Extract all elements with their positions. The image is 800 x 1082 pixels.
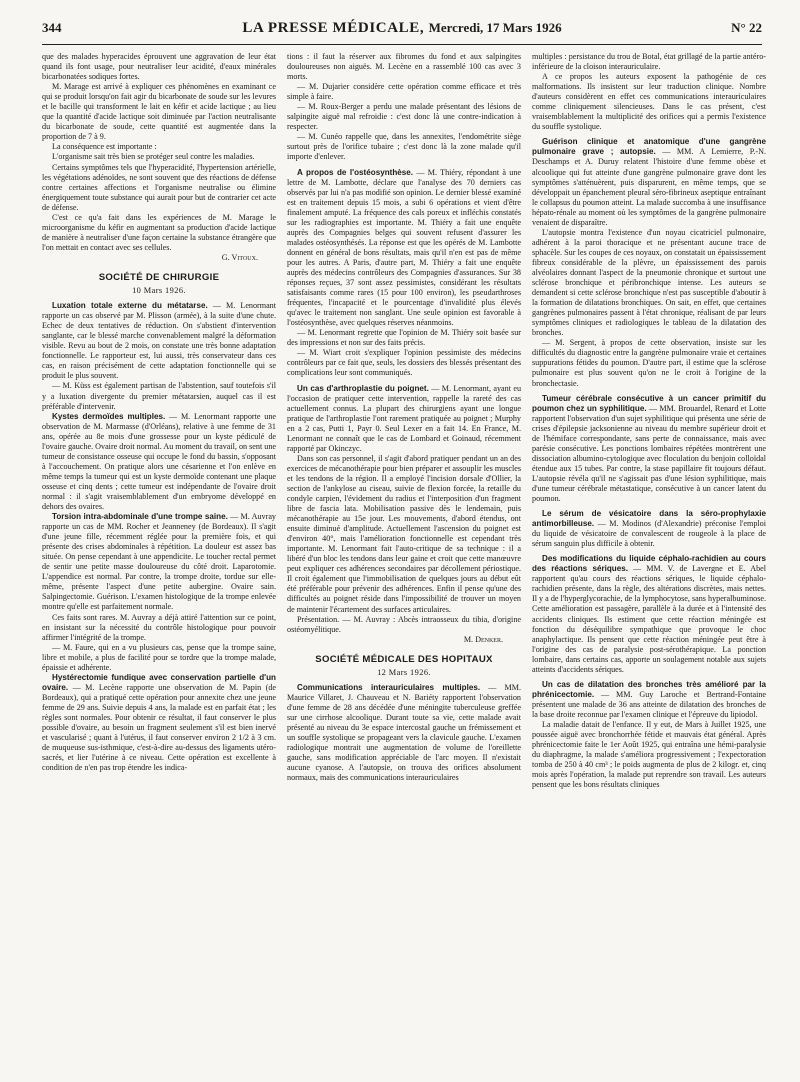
article-heading: Luxation totale externe du métatarse. xyxy=(52,301,208,311)
article-heading: Communications interauriculaires multiples. xyxy=(297,682,481,692)
article-text: — MM. V. de Lavergne et E. Abel rapportent qu'au cours des réactions sériques, le liquide céphalo-rachidien présente, dans la règle, des altérations discrètes, mais nettes. Il y a de l'hyperglycorachie, de la lymphocytose, sans hyperalbuminose. Cette amélioration est passagère, parallèle à la durée et à l'intensité des accidents cliniques. Ils estiment que cette réaction méningée est fonction du déséquilibre sympathique que provoque le choc anaphylactique. Ils pensent que cette réaction méningée peut être à l'origine des cas de paralysie post-sérothérapique. La ponction lombaire, dans certains cas, apporte un soulagement notable aux sujets atteints d'accidents sériques. xyxy=(532,564,766,674)
journal-name: LA PRESSE MÉDICALE, xyxy=(242,20,425,36)
article-heading: Guérison clinique et anatomique d'une gangrène pulmonaire grave ; autopsie. xyxy=(532,137,766,157)
section-date: 10 Mars 1926. xyxy=(132,286,186,296)
article-heading: Torsion intra-abdominale d'une trompe saine. xyxy=(52,512,228,522)
paragraph: — M. Wiart croit s'expliquer l'opinion pessimiste des médecins contrôleurs par ce fait que, seuls, les dossiers des blessés présentant des complications leur sont communiqués. xyxy=(287,348,521,378)
paragraph: A ce propos les auteurs exposent la pathogénie de ces malformations. Ils insistent sur leur traduction clinique. Nombre d'auteurs considèrent en effet ces communications interauriculaires comme cliniquement silencieuses. Dans le cas présent, c'est vraisemblablement la multiplicité des orifices qui a permis l'existence du souffle systolique. xyxy=(532,72,766,132)
paragraph: L'autopsie montra l'existence d'un noyau cicatriciel pulmonaire, adhérent à la paroi thoracique et ne présentant aucune trace de sphacèle. Sur les coupes de ces noyaux, on constatait un épaississement fibreux considérable de la plèvre, un épaississement des parois alvéolaires donnant l'aspect de la pneumonie chronique et surtout une sclérose bronchique et péribronchique intense. Les auteurs se demandent si cette sclérose bronchique n'est pas susceptible d'aboutir à la formation de dilatations bronchiques. On sait, en effet, que certaines gangrènes pulmonaires passent à l'état chronique, réalisant de par leurs symptômes cliniques et radiologiques le tableau de la dilatation des bronches. xyxy=(532,227,766,338)
paragraph: La maladie datait de l'enfance. Il y eut, de Mars à Juillet 1925, une poussée aiguë avec bronchorrhée fétide et mauvais état général. Après phrénicectomie faite le 1er Août 1925, qui entraîna une hémi-paralysie du diaphragme, la malade s'améliora progressivement ; l'expectoration tomba de 250 à 40 cm³ ; le poids augmenta de plus de 2 kilogr. et, cinq mois après l'opération, la malade put reprendre son travail. Les auteurs pensent que les bons résultats cliniques xyxy=(532,720,766,790)
article-text: — M. Thiéry, répondant à une lettre de M. Lambotte, déclare que l'analyse des 70 derniers cas observés par lui n'a pas modifié son opinion. Le dernier blessé examiné est en traitement depuis 15 mois, a subi 6 opérations et vient d'être finalement amputé. La fréquence des cals poreux et infléchis constatés sur les radiographies est importante. M. Thiéry a fait une enquête auprès des Compagnies belges qui souvent refusent d'assurer les malades ostéosynthésés. La réponse est que les opérés de M. Lambotte donnent en général de bons résultats, mais qu'il n'en est pas de même pour les autres. A Paris, d'autre part, M. Thiéry a fait une enquête auprès des médecins contrôleurs des Compagnies d'assurances. Sur 38 réponses reçues, 37 sont assez pessimistes, considérant les résultats satisfaisants comme rares (15 pour 100 environ), les pseudarthroses fréquentes, l'incapacité et le pourcentage d'invalidité plus élevés qu'avec le traitement non sanglant. Une seule opinion est favorable à l'ostéosynthèse, avec quelques réserves néanmoins. xyxy=(287,167,521,328)
article-text: — M. Lenormant rapporte une observation de M. Marmasse (d'Orléans), relative à une femme de 31 ans, opérée au 8e mois d'une grossesse pour un kyste pédiculé de l'ovaire gauche. Ovaire droit normal. Au moment du travail, on sent une tumeur de consistance osseuse qui occupe le fond du bassin, s'opposant à l'accouchement. On pratique alors une césarienne et l'on enlève en même temps la tumeur qui est un kyste dermoïde contenant une plaque osseuse et cinq dents ; cette tumeur est indépendante de l'ovaire droit normal : il s'agit vraisemblablement d'un embryome développé en dehors des ovaires. xyxy=(42,411,276,512)
article-text: — MM. Maurice Villaret, J. Chauveau et N. Bariéty rapportent l'observation d'une femme de 28 ans décédée d'une méningite tuberculeuse greffée sur une cirrhose alcoolique. Durant toute sa vie, cette malade avait présenté au niveau du 3e espace intercostal gauche un frémissement et un souffle systolique se propageant vers la clavicule gauche. L'examen radiologique montrait une augmentation de volume de l'oreillette gauche, sans modification appréciable de l'arc moyen. Il n'existait aucune cyanose. A l'autopsie, on trouva des orifices absolument normaux, mais des communications interauriculaires xyxy=(287,682,521,783)
article-text: — M. Lenormant rapporte un cas observé par M. Plisson (armée), à la suite d'une chute. Echec de deux tentatives de réduction. On s'abstient d'intervention sanglante, car le blessé marche convenablement malgré la déformation visible. Revu au bout de 2 mois, on constate une très bonne adaptation fonctionnelle. Le rapporteur est, lui aussi, très conservateur dans ces cas, en raison précisément de cette adaptation fonctionnelle qui se produit le plus souvent. xyxy=(42,301,276,381)
column-2 xyxy=(287,52,521,1077)
author-signature: M. Denker. xyxy=(463,634,503,644)
paragraph: L'organisme sait très bien se protéger seul contre les maladies. xyxy=(52,152,255,162)
paragraph: Dans son cas personnel, il s'agit d'abord pratiquer pendant un an des exercices de mécanothérapie pour bien préparer et assouplir les muscles et les tendons de la région. Il a employé l'incision dorsale d'Ollier, la section de l'ankylose au ciseau, suivie de flexion forcée, la retaille du condyle carpien, l'évidement du radius et l'interposition d'un fragment libre de fascia lata. Mobilisation passive dès le lendemain, puis mécanothérapie au 15e jour. Les mouvements, d'abord étendus, ont ensuite diminué d'amplitude. Actuellement l'ascension du poignet est d'environ 40°, mais l'amélioration fonctionnelle est cependant très importante. M. Lenormant fait l'auto-critique de sa technique : il a libéré d'un bloc les tendons dans leur gaine et croit que cette manœuvre peut expliquer ces adhérences secondaires par décollement périostique. Il croit également que l'immobilisation de quelques jours au début eût été préférable pour prévenir des adhérences. Enfin il pense qu'une des difficultés au poignet réside dans l'impossibilité de trouver un moyen de maintenir l'écartement des surfaces articulaires. xyxy=(287,453,521,614)
paragraph: — M. Lenormant regrette que l'opinion de M. Thiéry soit basée sur des impressions et non sur des faits précis. xyxy=(287,328,521,348)
author-signature: G. Vitoux. xyxy=(221,252,258,262)
paragraph: Ces faits sont rares. M. Auvray a déjà attiré l'attention sur ce point, en insistant sur la nécessité du contrôle histologique pour pouvoir affirmer l'intégrité de la trompe. xyxy=(42,612,276,642)
section-date: 12 Mars 1926. xyxy=(377,667,431,677)
paragraph: multiples : persistance du trou de Botal, état grillagé de la partie antéro-inférieure de la cloison interauriculaire. xyxy=(532,52,766,72)
paragraph: — M. Faure, qui en a vu plusieurs cas, pense que la trompe saine, libre et mobile, a plus de facilité pour se tordre que la trompe malade, épaissie et adhérente. xyxy=(42,642,276,672)
article-heading: A propos de l'ostéosynthèse. xyxy=(297,167,414,177)
column-1 xyxy=(42,52,276,1077)
article-text: — MM. A Lemierre, P.-N. Deschamps et A. Duruy relatent l'histoire d'une femme obèse et alcoolique qui fut atteinte d'une gangrène pulmonaire grave dont les symptômes s'atténuèrent, puis disparurent, en même temps, que se développait un épanchement pleural séro-fibrineux aseptique entraînant le collapsus du poumon atteint. La malade succomba à une insuffisance hépato-rénale au moment où les symptômes de la gangrène pulmonaire venaient de disparaître. xyxy=(532,147,766,227)
paragraph: — M. Dujarier considère cette opération comme efficace et très simple à faire. xyxy=(287,82,521,102)
section-heading: SOCIÉTÉ MÉDICALE DES HOPITAUX xyxy=(315,653,493,665)
article-text: — M. Auvray rapporte un cas de MM. Rocher et Jeanneney (de Bordeaux). Il s'agit d'une jeune fille, récemment réglée pour la première fois, et qui présente des crises abdominales à répétition. La douleur est assez bas située. On pense cependant à une appendicite. Le toucher rectal permet de sentir une petite masse douloureuse du côté droit. Laparotomie. L'appendice est normal. Par contre, la trompe droite, tordue sur elle-même, présente l'aspect d'une petite aubergine. Ovaire sain. Salpingectomie. Guérison. L'examen histologique de la trompe enlevée montre qu'elle est parfaitement normale. xyxy=(42,512,276,612)
article-text: — M. Modinos (d'Alexandrie) préconise l'emploi du liquide de vésicatoire de convalescent de rougeole à la place de sérum sanguin plus difficile à obtenir. xyxy=(532,519,766,549)
paragraph: — M. Roux-Berger a perdu une malade présentant des lésions de salpingite aiguë mal refroidie : c'est donc là une contre-indication à respecter. xyxy=(287,102,521,132)
article-text: — M. Lenormant, ayant eu l'occasion de pratiquer cette intervention, rappelle la rareté des cas actuellement connus. La plupart des chirurgiens ayant une longue pratique de l'arthroplastie l'ont rarement pratiquée au poignet ; Murphy en a 2 cas, Putti 1, Payr 0. Seul Lexer en a fait 14. En France, M. Lenormant ne connaît que le cas de Lombard et Goinaud, récemment rapporté par Okinczyc. xyxy=(287,383,521,453)
paragraph: Présentation. — M. Auvray : Abcès intraosseux du tibia, d'origine ostéomyélitique. xyxy=(287,614,521,634)
section-heading: SOCIÉTÉ DE CHIRURGIE xyxy=(98,271,220,283)
article-text: — MM. Brouardel, Renard et Lotte rapportent l'observation d'un sujet syphilitique qui présenta une série de crises d'épilepsie jacksonienne au niveau du membre supérieur droit et de l'hémiface correspondante, sans perte de connaissance, mais avec parésie consécutive. Les ponctions lombaires répétées montrèrent une dissociation albumino-cytologique avec floculation du benjoin colloïdal étendue aux 15 tubes. Par contre, la stase papillaire fit toujours défaut. L'autopsie révéla qu'il ne s'agissait pas d'une lésion syphilitique, mais d'une tumeur cérébrale métastatique, consécutive à un cancer latent du poumon. xyxy=(532,403,766,504)
article-heading: Un cas d'arthroplastie du poignet. xyxy=(297,383,429,393)
paragraph: — M. Cunéo rappelle que, dans les annexites, l'endométrite siège surtout près de l'orifice tubaire ; c'est donc là la zone malade qu'il importe d'enlever. xyxy=(287,132,521,162)
paragraph: — M. Sergent, à propos de cette observation, insiste sur les difficultés du diagnostic entre la gangrène pulmonaire vraie et certaines suppurations fétides du poumon. D'autre part, il estime que la sclérose pulmonaire est plus souvent qu'on ne le croit à l'origine de la bronchectasie. xyxy=(532,338,766,388)
article-heading: Tumeur cérébrale consécutive à un cancer primitif du poumon chez un syphilitique. xyxy=(532,393,766,413)
paragraph: M. Marage est arrivé à expliquer ces phénomènes en examinant ce qui se produit lorsqu'on fait agir du bicarbonate de soude sur les levures et le bacille qui transforment le lait en kéfir et acide lactique ; au lieu que la quantité d'acide lactique soit diminuée par l'action neutralisante du bicarbonate de soude, cette quantité est augmentée dans la proportion de 7 à 9. xyxy=(42,82,276,142)
article-heading: Des modifications du liquide céphalo-rachidien au cours des réactions sériques. xyxy=(532,554,766,574)
page-header xyxy=(42,20,762,42)
article-text: — MM. Guy Laroche et Bertrand-Fontaine présentent une malade de 36 ans atteinte de dilatation des bronches de la base droite reconnue par l'examen clinique et l'épreuve du lipiodol. xyxy=(532,689,766,719)
article-text: — M. Lecène rapporte une observation de M. Papin (de Bordeaux), qui a pratiqué cette opération pour annexite chez une jeune femme de 29 ans. Suivie depuis 4 ans, la malade est en parfait état ; les règles sont normales. Pour obtenir ce résultat, il faut conserver le plus possible d'ovaire, au besoin un fragment seulement s'il est bien inervé et vascularisé ; quant à l'utérus, il faut conserver environ 2 1/2 à 3 cm. de muqueuse sus-isthmique, c'est-à-dire au-dessus des ligaments utéro-sacrés, et lier l'utérine à ce niveau. Cette opération est excellente à condition de n'en pas trop étendre les indica- xyxy=(42,682,276,773)
page-number: 344 xyxy=(42,20,62,35)
journal-title xyxy=(42,20,762,37)
article-heading: Un cas de dilatation des bronches très amélioré par la phrénicectomie. xyxy=(532,679,766,699)
paragraph: — M. Küss est également partisan de l'abstention, sauf toutefois s'il y a luxation divergente du premier métatarsien, auquel cas il est préférable d'intervenir. xyxy=(42,381,276,411)
paragraph: Certains symptômes tels que l'hyperacidité, l'hypertension artérielle, les végétations adénoïdes, ne sont souvent que des réactions de défense contre certaines affections et l'organisme neutralise ou élimine énergiquement toute substance qui aurait pour but de contrarier cet acte de défense. xyxy=(42,162,276,212)
issue-number: N° 22 xyxy=(731,20,762,35)
paragraph: que des malades hyperacides éprouvent une aggravation de leur état quand ils font usage, pour neutraliser leur acidité, d'eaux minérales bicarbonatées sodiques fortes. xyxy=(42,52,276,82)
article-heading: Le sérum de vésicatoire dans la séro-prophylaxie antimorbilleuse. xyxy=(532,509,766,529)
paragraph: C'est ce qu'a fait dans les expériences de M. Marage le microorganisme du kéfir en augmentant sa production d'acide lactique de manière à neutraliser d'une façon certaine la substance étrangère que l'on mettait en contact avec ses cellules. xyxy=(42,212,276,252)
article-heading: Kystes dermoïdes multiples. xyxy=(52,411,166,421)
article-heading: Hystérectomie fundique avec conservation partielle d'un ovaire. xyxy=(42,672,276,692)
paragraph: La conséquence est importante : xyxy=(52,142,157,152)
issue-date: Mercredi, 17 Mars 1926 xyxy=(428,20,562,35)
paragraph: tions : il faut la réserver aux fibromes du fond et aux salpingites douloureuses non aiguës. M. Lecène en a rassemblé 100 cas avec 3 morts. xyxy=(287,52,521,82)
column-3 xyxy=(532,52,766,1077)
header-rule xyxy=(42,44,762,45)
